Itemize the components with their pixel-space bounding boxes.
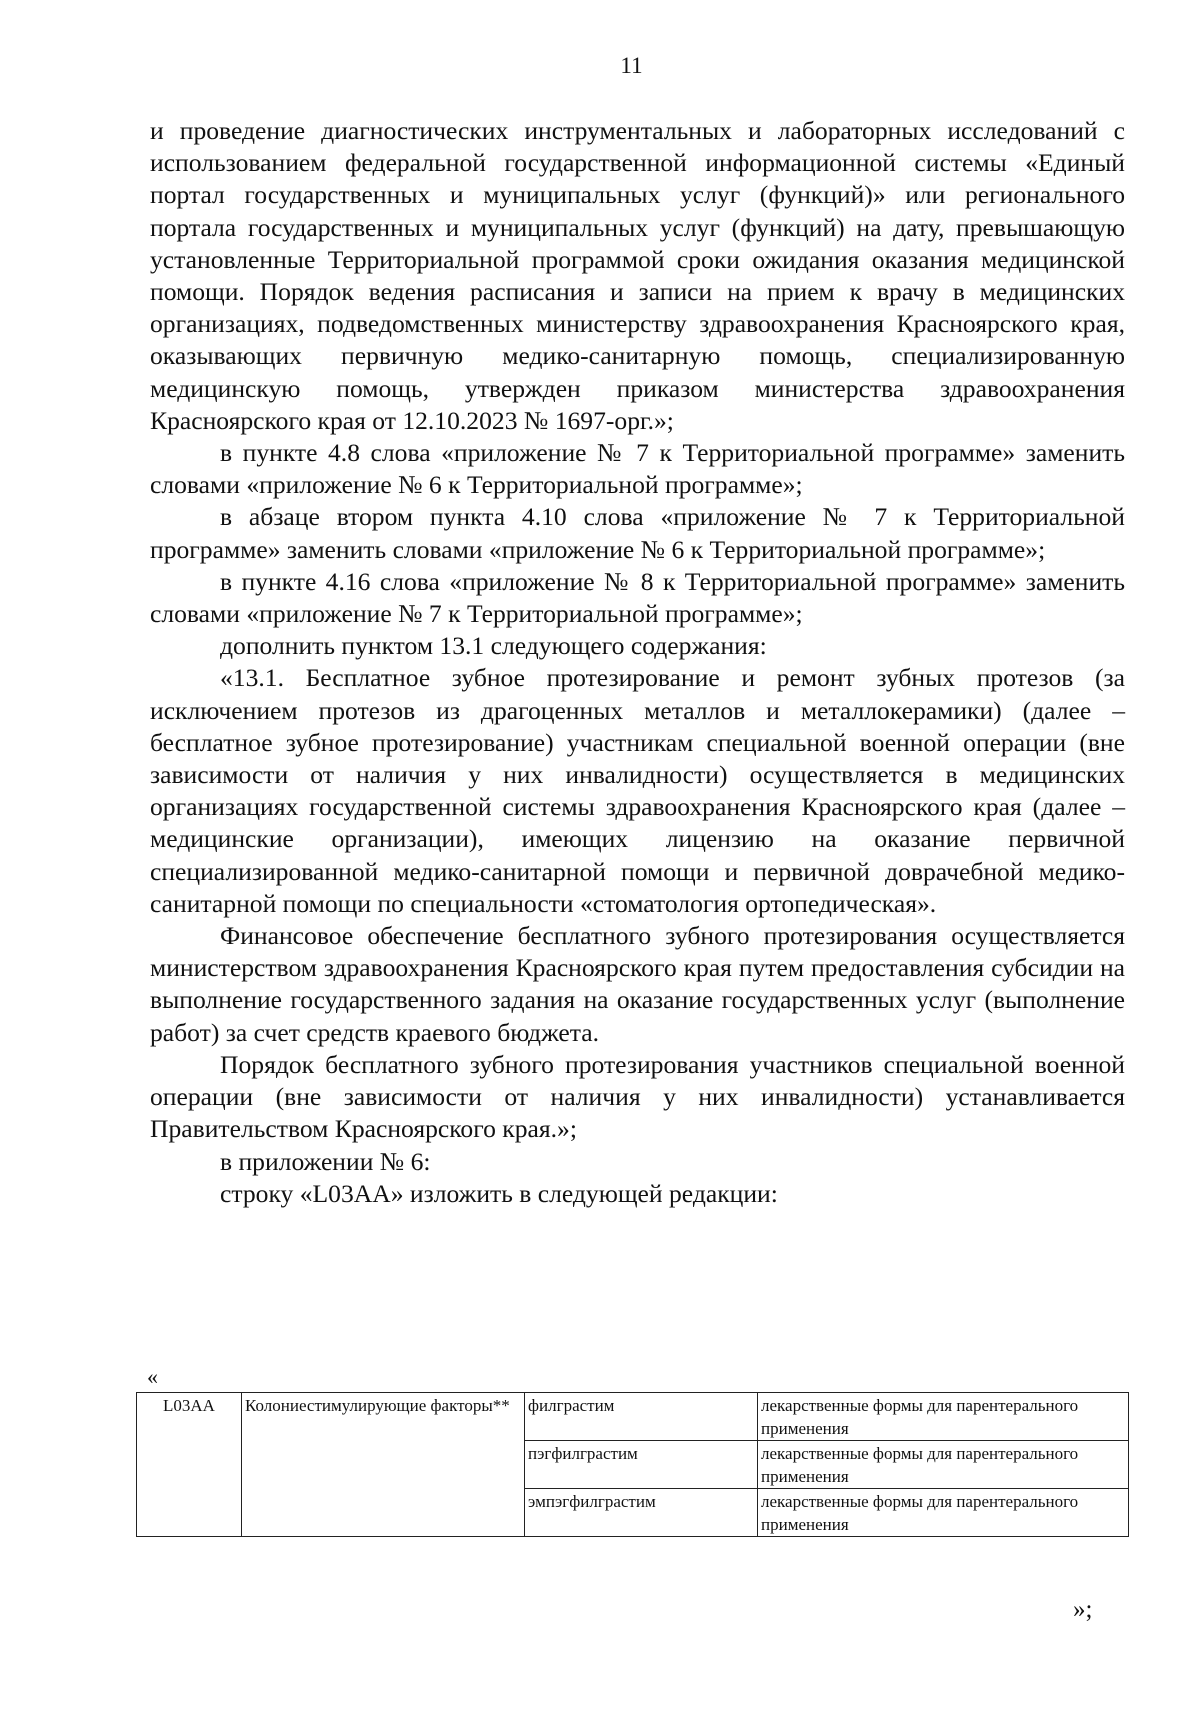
- paragraph-appendix-6: в приложении № 6:: [220, 1146, 431, 1176]
- body-text: [150, 115, 1125, 1210]
- paragraph-13-1: «13.1. Бесплатное зубное протезирование и ремонт зубных протезов (за исключением протезов из драгоценных металлов и металлокерамики) (далее – бесплатное зубное протезирование) участникам специальной военной операции (вне зависимости от наличия у них инвалидности) осуществляется в медицинских организациях государственной системы здравоохранения Красноярского края (далее – медицинские организации), имеющих лицензию на оказание первичной специализированной медико-санитарной помощи и первичной доврачебной медико-санитарной помощи по специальности «стоматология ортопедическая».: [150, 663, 1125, 918]
- paragraph-item-4-16: в пункте 4.16 слова «приложение № 8 к Территориальной программе» заменить словами «приложение № 7 к Территориальной программе»;: [150, 566, 1125, 629]
- dosage-form-cell: лекарственные формы для парентерального применения: [758, 1441, 1129, 1489]
- paragraph-add-13-1: дополнить пунктом 13.1 следующего содержания:: [220, 631, 767, 661]
- table-open-quote: «: [147, 1364, 158, 1389]
- page-number: 11: [620, 53, 643, 78]
- drug-group-cell: Колониестимулирующие факторы**: [242, 1393, 525, 1537]
- paragraph-item-4-8: в пункте 4.8 слова «приложение № 7 к Территориальной программе» заменить словами «приложение № 6 к Территориальной программе»;: [150, 438, 1125, 500]
- paragraph-row-l03aa: строку «L03AA» изложить в следующей редакции:: [220, 1178, 778, 1208]
- atc-code-cell: L03AA: [137, 1393, 242, 1537]
- table-close-quote: »;: [1073, 1596, 1093, 1623]
- paragraph-item-4-10: в абзаце втором пункта 4.10 слова «приложение № 7 к Территориальной программе» заменить словами «приложение № 6 к Территориальной программе»;: [150, 502, 1125, 564]
- table-row: [137, 1393, 1129, 1441]
- drug-name-cell: эмпэгфилграстим: [525, 1489, 758, 1537]
- drug-table: [136, 1392, 1129, 1537]
- dosage-form-cell: лекарственные формы для парентерального применения: [758, 1489, 1129, 1537]
- paragraph-financing: Финансовое обеспечение бесплатного зубного протезирования осуществляется министерством здравоохранения Красноярского края путем предоставления субсидии на выполнение государственного задания на оказание государственных услуг (выполнение работ) за счет средств краевого бюджета.: [150, 921, 1125, 1047]
- paragraph-continuation: и проведение диагностических инструментальных и лабораторных исследований с использованием федеральной государственной информационной системы «Единый портал государственных и муниципальных услуг (функций)» или регионального портала государственных и муниципальных услуг (функций) на дату, превышающую установленные Территориальной программой сроки ожидания оказания медицинской помощи. Порядок ведения расписания и записи на прием к врачу в медицинских организациях, подведомственных министерству здравоохранения Красноярского края, оказывающих первичную медико-санитарную помощь, специализированную медицинскую помощь, утвержден приказом министерства здравоохранения Красноярского края от 12.10.2023 № 1697-орг.»;: [150, 116, 1125, 435]
- dosage-form-cell: лекарственные формы для парентерального применения: [758, 1393, 1129, 1441]
- drug-name-cell: пэгфилграстим: [525, 1441, 758, 1489]
- paragraph-procedure: Порядок бесплатного зубного протезирования участников специальной военной операции (вне зависимости от наличия у них инвалидности) устанавливается Правительством Красноярского края.»;: [150, 1049, 1125, 1144]
- drug-name-cell: филграстим: [525, 1393, 758, 1441]
